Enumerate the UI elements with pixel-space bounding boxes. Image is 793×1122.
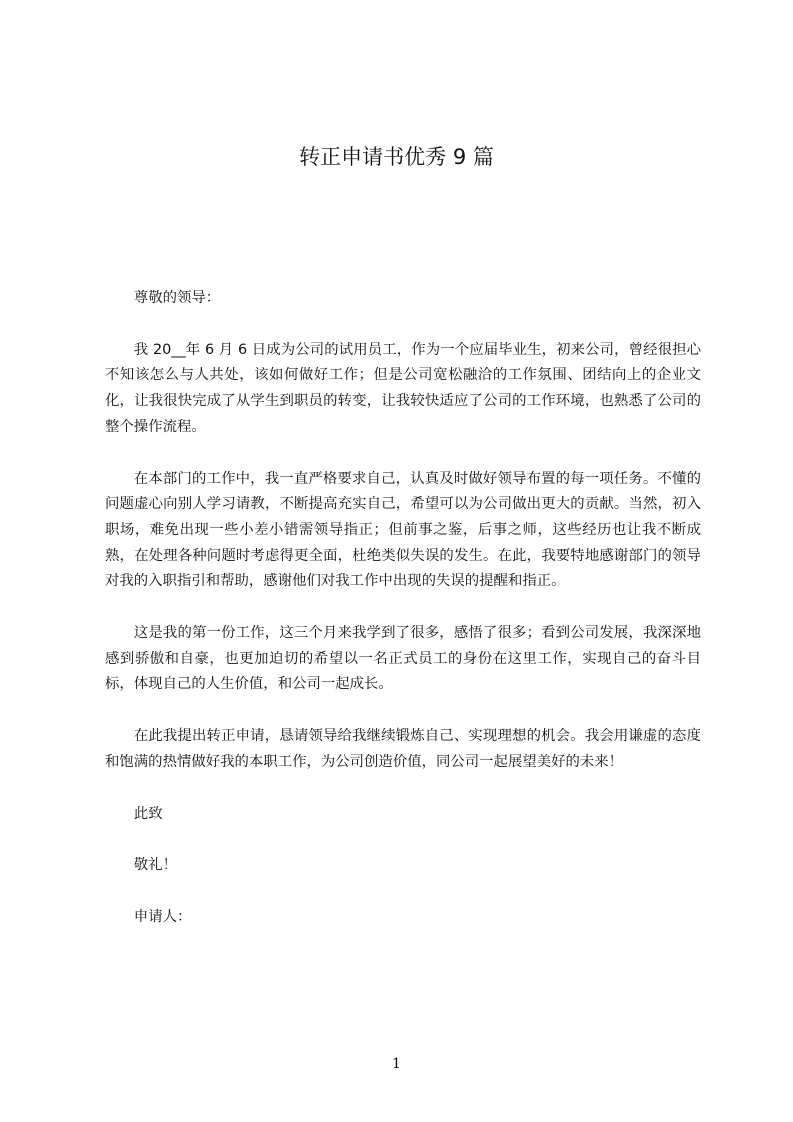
paragraph-first-job: 这是我的第一份工作，这三个月来我学到了很多，感悟了很多；看到公司发展，我深深地感到骄傲和自豪，也更加迫切的希望以一名正式员工的身份在这里工作，实现自己的奋斗目标，体现自己的人生价值，和公司一起成长。 xyxy=(105,625,701,693)
document-title: 转正申请书优秀 9 篇 xyxy=(299,145,494,169)
closing-salute: 敬礼！ xyxy=(133,857,177,874)
salutation: 尊敬的领导： xyxy=(133,290,221,306)
paragraph-work-attitude: 在本部门的工作中，我一直严格要求自己，认真及时做好领导布置的每一项任务。不懂的问题虚心向别人学习请教，不断提高充实自己，希望可以为公司做出更大的贡献。当然，初入职场，难免出现一些小差小错需领导指正；但前事之鉴，后事之师，这些经历也让我不断成熟，在处理各种问题时考虑得更全面，杜绝类似失误的发生。在此，我要特地感谢部门的领导对我的入职指引和帮助，感谢他们对我工作中出现的失误的提醒和指正。 xyxy=(105,470,701,590)
paragraph-application: 在此我提出转正申请，恳请领导给我继续锻炼自己、实现理想的机会。我会用谦虚的态度和饱满的热情做好我的本职工作，为公司创造价值，同公司一起展望美好的未来！ xyxy=(105,728,701,770)
letter-body xyxy=(105,286,701,957)
paragraph-probation-start: 我 20__年 6 月 6 日成为公司的试用员工，作为一个应届毕业生，初来公司，曾经很担心不知该怎么与人共处，该如何做好工作；但是公司宽松融洽的工作氛围、团结向上的企业文化，让我很快完成了从学生到职员的转变，让我较快适应了公司的工作环境，也熟悉了公司的整个操作流程。 xyxy=(105,341,701,435)
closing-regards: 此致 xyxy=(133,805,163,822)
applicant-label: 申请人： xyxy=(133,908,192,925)
page-number: 1 xyxy=(392,1056,401,1072)
